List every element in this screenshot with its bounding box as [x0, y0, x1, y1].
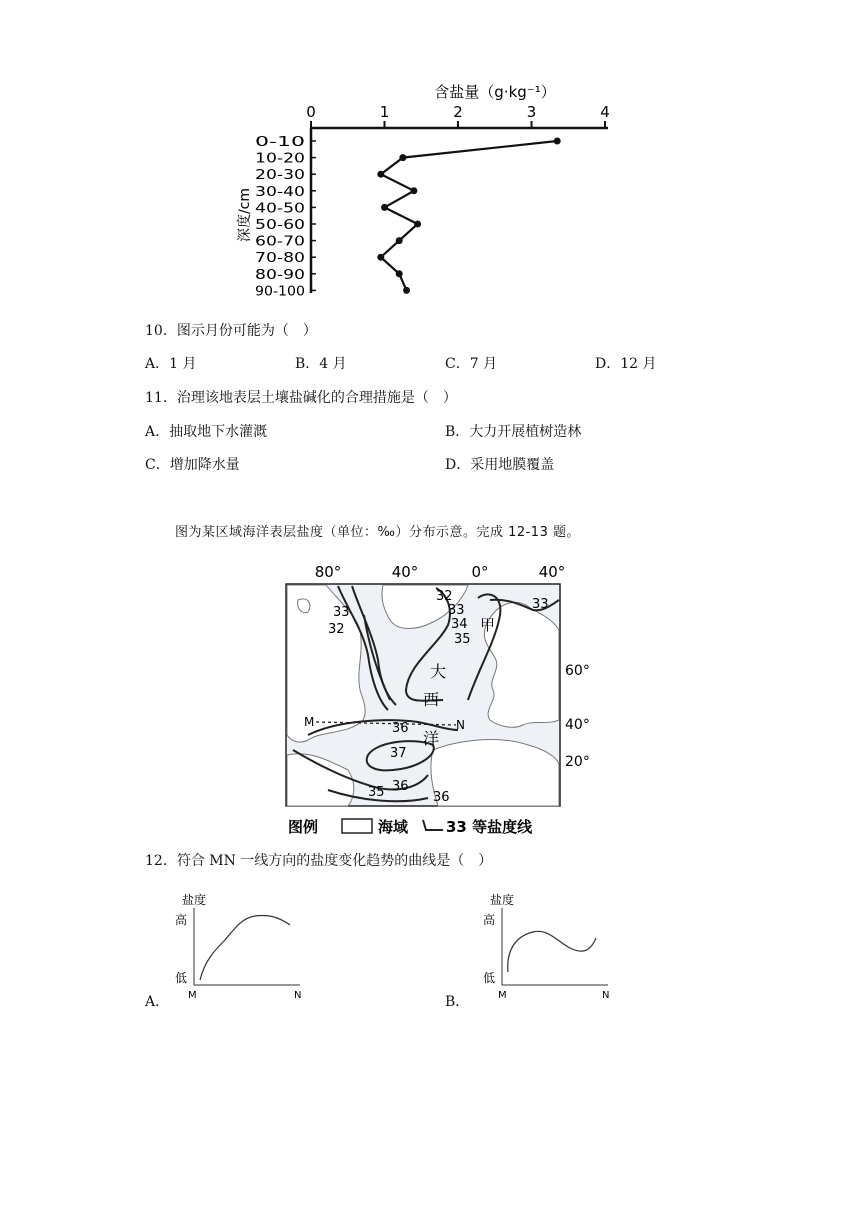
salinity-curve	[508, 931, 596, 972]
y-tick-label: 50-60	[255, 218, 305, 233]
graph-axes	[502, 908, 608, 985]
data-point	[377, 171, 384, 178]
iso-label: 34	[451, 617, 468, 632]
q10-option-d: D．12 月	[595, 356, 657, 372]
y-tick-label: 90-100	[255, 284, 305, 300]
question-12-stem: 12．符合 MN 一线方向的盐度变化趋势的曲线是（ ）	[145, 853, 493, 869]
map-intro-text: 图为某区域海洋表层盐度（单位：‰）分布示意。完成 12-13 题。	[175, 525, 580, 540]
x-tick-label: 0	[306, 103, 316, 121]
x-tick-label: 1	[379, 103, 390, 121]
y-tick-label: 10-20	[255, 151, 305, 167]
iso-label: 32	[328, 622, 345, 637]
iso-label: 37	[390, 746, 407, 761]
graph-m: M	[498, 990, 507, 1001]
graph-low: 低	[483, 971, 496, 985]
question-10-stem: 10．图示月份可能为（ ）	[145, 323, 317, 339]
q12-option-b: B．	[445, 994, 470, 1010]
iso-label: 35	[454, 632, 471, 647]
q11-option-d: D．采用地膜覆盖	[445, 457, 555, 473]
lon-label-80w: 80°	[314, 563, 342, 581]
lon-label-40e: 40°	[538, 563, 566, 581]
y-tick-label: 0-10	[255, 135, 305, 150]
q12-graph-a	[170, 890, 310, 1005]
q10-option-a: A．1 月	[145, 356, 197, 372]
graph-ylabel: 盐度	[182, 893, 207, 907]
lat-label-40: 40°	[565, 717, 590, 733]
y-tick-label: 80-90	[255, 267, 305, 283]
iso-label: 33	[532, 597, 549, 612]
graph-ylabel: 盐度	[490, 893, 515, 907]
salinity-depth-chart	[225, 75, 625, 305]
graph-axes	[194, 908, 300, 985]
data-point	[414, 221, 421, 228]
label-jia: 甲	[480, 616, 496, 634]
iso-label: 33	[448, 603, 465, 618]
q10-option-b: B．4 月	[295, 356, 347, 372]
data-point	[410, 187, 417, 194]
ocean-char-yang: 洋	[423, 729, 440, 748]
iso-label: 35	[368, 785, 385, 800]
graph-n: N	[294, 990, 302, 1001]
data-point	[377, 254, 384, 261]
data-point	[403, 287, 410, 294]
x-tick-label: 2	[453, 103, 463, 121]
graph-n: N	[602, 990, 610, 1001]
iso-label: 36	[392, 721, 409, 736]
iso-label: 36	[392, 779, 409, 794]
data-point	[399, 154, 406, 161]
graph-m: M	[188, 990, 197, 1001]
y-tick-label: 30-40	[255, 184, 305, 200]
data-point	[396, 270, 403, 277]
q12-graph-b	[478, 890, 618, 1005]
lat-label-20: 20°	[565, 754, 590, 770]
q11-option-b: B．大力开展植树造林	[445, 424, 582, 440]
legend-sea-label: 海域	[378, 818, 409, 836]
data-point	[554, 138, 561, 145]
lat-label-60: 60°	[565, 663, 590, 679]
label-m: M	[304, 715, 315, 729]
x-tick-label: 4	[600, 103, 610, 121]
ocean-char-xi: 西	[423, 690, 440, 709]
y-axis-label: 深度/cm	[237, 187, 253, 243]
legend-sea-swatch	[342, 819, 372, 833]
data-point	[396, 237, 403, 244]
q11-option-a: A．抽取地下水灌溉	[145, 424, 268, 440]
iso-label: 33	[333, 605, 350, 620]
question-11-stem: 11．治理该地表层土壤盐碱化的合理措施是（ ）	[145, 390, 457, 406]
x-tick-label: 3	[526, 103, 537, 121]
q10-option-c: C．7 月	[445, 356, 498, 372]
salinity-line	[381, 141, 557, 290]
y-tick-label: 60-70	[255, 234, 305, 250]
q12-option-a: A．	[145, 994, 170, 1010]
ocean-char-da: 大	[430, 662, 447, 681]
lon-label-0: 0°	[471, 563, 489, 581]
iso-label: 36	[433, 790, 450, 805]
legend-line-label: 33 等盐度线	[446, 818, 533, 836]
q11-option-c: C．增加降水量	[145, 457, 240, 473]
graph-high: 高	[483, 913, 496, 927]
legend-title: 图例	[288, 818, 319, 836]
legend-line-symbol	[423, 820, 443, 830]
graph-high: 高	[175, 913, 188, 927]
lon-label-40w: 40°	[391, 563, 419, 581]
ocean-salinity-map	[268, 560, 590, 840]
y-tick-label: 40-50	[255, 201, 305, 217]
y-tick-label: 70-80	[255, 251, 305, 267]
salinity-curve	[200, 915, 290, 980]
y-tick-label: 20-30	[255, 168, 305, 184]
iso-label: 32	[436, 589, 453, 604]
chart-title: 含盐量（g·kg⁻¹）	[434, 83, 556, 101]
label-n: N	[456, 718, 465, 732]
data-point	[381, 204, 388, 211]
graph-low: 低	[175, 971, 188, 985]
